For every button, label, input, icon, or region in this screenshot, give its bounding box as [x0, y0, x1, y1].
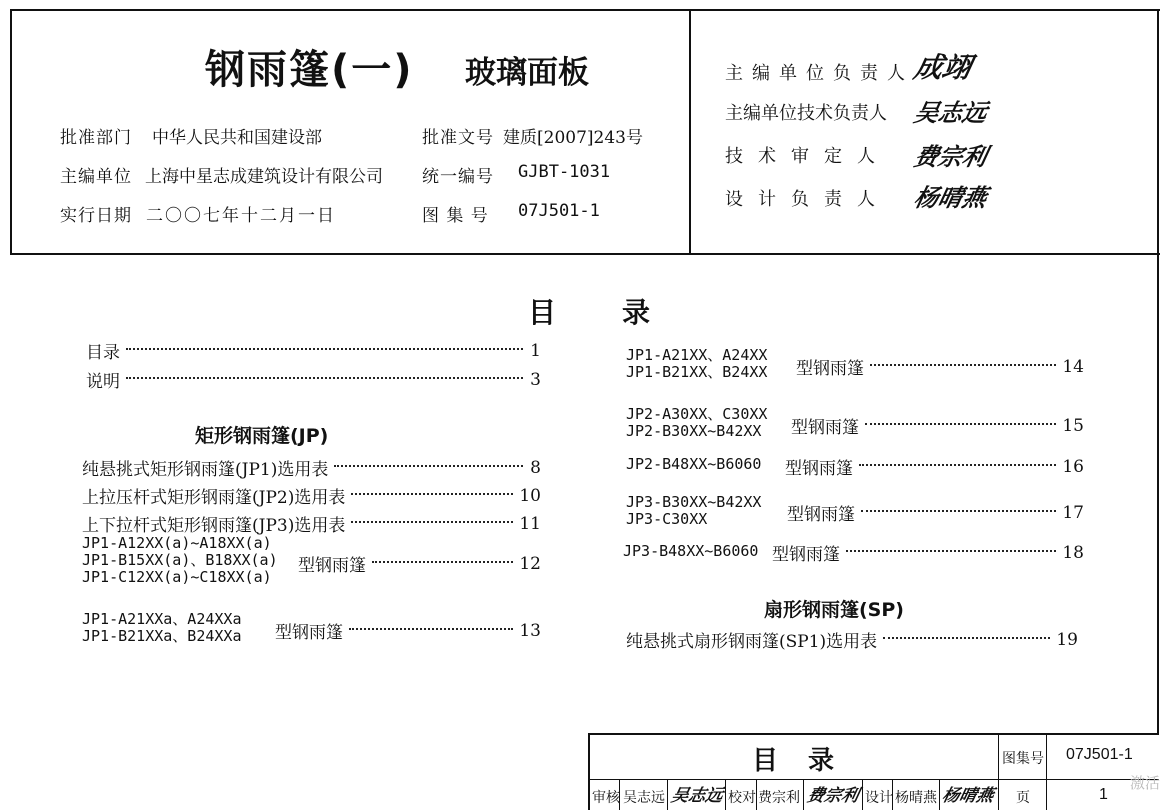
frame-left-line: [10, 9, 12, 254]
toc-entry-12-codes: [82, 535, 278, 586]
toc-entry-12[interactable]: [298, 551, 541, 576]
leader-dots: [351, 493, 513, 495]
check-signature: 费宗利: [805, 786, 861, 806]
approval-doc: 建质[2007]243号: [503, 128, 643, 148]
unified-no: GJBT-1031: [518, 162, 611, 182]
approval-dept-label: 批准部门: [60, 128, 132, 148]
responsible-role-3: 技术审定人: [725, 146, 890, 167]
toc-page: 1: [530, 340, 541, 361]
toc-entry-jp1-table[interactable]: [82, 455, 541, 480]
toc-label: 型钢雨篷: [772, 545, 840, 565]
model-code: JP1-A21XXa、A24XXa: [82, 610, 242, 628]
leader-dots: [861, 510, 1056, 512]
toc-label: 型钢雨篷: [785, 459, 853, 479]
toc-entry-16[interactable]: [785, 454, 1084, 479]
toc-entry-jp3-table[interactable]: [82, 511, 541, 536]
toc-page: 13: [519, 620, 541, 641]
toc-page: 10: [519, 485, 541, 506]
approval-doc-label: 批准文号: [422, 128, 494, 148]
toc-page: 3: [530, 369, 541, 390]
atlas-no-cell-label: 图集号: [1002, 751, 1044, 767]
leader-dots: [126, 348, 523, 350]
toc-entry-15-codes: [626, 406, 767, 440]
model-code: JP1-B15XX(a)、B18XX(a): [82, 551, 278, 569]
model-code: JP3-B30XX~B42XX: [626, 493, 762, 511]
responsible-role-4: 设计负责人: [725, 189, 890, 210]
responsible-role-1: 主编单位负责人: [725, 63, 914, 84]
toc-label: 型钢雨篷: [796, 359, 864, 379]
toc-entry-14[interactable]: [796, 354, 1084, 379]
title-block-divider-2: [1046, 733, 1047, 810]
toc-heading-right: 录: [622, 296, 651, 329]
toc-label: 型钢雨篷: [787, 505, 855, 525]
toc-label: 上拉压杆式矩形钢雨篷(JP2)选用表: [82, 488, 346, 508]
design-name: 杨晴燕: [895, 790, 937, 806]
tb-sep-2: [667, 779, 668, 810]
leader-dots: [859, 464, 1056, 466]
leader-dots: [349, 628, 513, 630]
toc-label: 上下拉杆式矩形钢雨篷(JP3)选用表: [82, 516, 346, 536]
title-block-divider-1: [998, 733, 999, 810]
toc-label: 目录: [86, 343, 120, 363]
leader-dots: [372, 561, 513, 563]
toc-label: 纯悬挑式矩形钢雨篷(JP1)选用表: [82, 460, 329, 480]
title-block-mid-line: [588, 779, 1159, 780]
unified-no-label: 统一编号: [422, 167, 494, 187]
leader-dots: [126, 377, 523, 379]
toc-label: 纯悬挑式扇形钢雨篷(SP1)选用表: [626, 632, 878, 652]
leader-dots: [870, 364, 1056, 366]
model-code: JP1-C12XX(a)~C18XX(a): [82, 568, 272, 586]
toc-entry-contents[interactable]: [86, 338, 541, 363]
tb-sep-6: [862, 779, 863, 810]
model-code: JP3-C30XX: [626, 510, 708, 528]
frame-top-line: [10, 9, 1160, 11]
toc-page: 12: [519, 553, 541, 574]
tb-sep-3: [725, 779, 726, 810]
tb-sep-5: [803, 779, 804, 810]
review-label: 审核: [592, 790, 620, 806]
signature-1: 成翊: [911, 51, 975, 84]
toc-entry-18-codes: [623, 543, 758, 560]
atlas-no-cell-value: 07J501-1: [1066, 746, 1133, 763]
review-name: 吴志远: [623, 790, 665, 806]
watermark-text: 激活: [1130, 774, 1161, 792]
title-block-left-line: [588, 733, 590, 810]
model-code: JP1-B21XX、B24XX: [626, 363, 768, 381]
editor-unit: 上海中星志成建筑设计有限公司: [145, 167, 383, 187]
leader-dots: [883, 637, 1050, 639]
toc-label: 型钢雨篷: [298, 556, 366, 576]
section-heading-sp: 扇形钢雨篷(SP): [764, 599, 904, 621]
title-block-title-right: 录: [808, 746, 835, 776]
model-code: JP2-B30XX~B42XX: [626, 422, 762, 440]
check-label: 校对: [728, 790, 756, 806]
toc-page: 18: [1062, 542, 1084, 563]
review-signature: 吴志远: [669, 786, 725, 806]
responsible-role-2: 主编单位技术负责人: [725, 103, 887, 124]
toc-page: 16: [1062, 456, 1084, 477]
toc-label: 型钢雨篷: [275, 623, 343, 643]
atlas-no-label: 图 集 号: [422, 206, 489, 226]
leader-dots: [865, 423, 1056, 425]
toc-entry-18[interactable]: [772, 540, 1084, 565]
toc-page: 19: [1056, 629, 1078, 650]
signature-3: 费宗利: [911, 142, 990, 171]
signature-2: 吴志远: [911, 98, 990, 127]
leader-dots: [334, 465, 523, 467]
approval-dept: 中华人民共和国建设部: [152, 128, 322, 148]
design-signature: 杨晴燕: [940, 786, 996, 806]
model-code: JP2-A30XX、C30XX: [626, 405, 768, 423]
atlas-title: 钢雨篷(一): [205, 47, 414, 93]
leader-dots: [351, 521, 513, 523]
toc-page: 11: [519, 513, 541, 534]
toc-entry-13[interactable]: [275, 618, 541, 643]
model-code: JP3-B48XX~B6060: [623, 542, 759, 560]
atlas-no: 07J501-1: [518, 201, 600, 221]
toc-entry-16-codes: [626, 456, 761, 473]
toc-entry-13-codes: [82, 611, 242, 645]
toc-entry-17-codes: [626, 494, 761, 528]
page-value: 1: [1099, 786, 1108, 803]
toc-entry-17[interactable]: [787, 500, 1084, 525]
model-code: JP1-A21XX、A24XX: [626, 346, 768, 364]
section-heading-jp: 矩形钢雨篷(JP): [195, 425, 329, 447]
effective-date: 二〇〇七年十二月一日: [146, 206, 336, 226]
toc-page: 17: [1062, 502, 1084, 523]
frame-right-lower-line: [1157, 253, 1159, 733]
atlas-subtitle: 玻璃面板: [465, 55, 589, 91]
frame-right-line: [1157, 9, 1159, 254]
editor-unit-label: 主编单位: [60, 167, 132, 187]
model-code: JP1-B21XXa、B24XXa: [82, 627, 242, 645]
toc-entry-sp1-table[interactable]: [626, 627, 1078, 652]
toc-label: 说明: [86, 372, 120, 392]
title-block-top-line: [588, 733, 1159, 735]
page-label: 页: [1016, 790, 1030, 806]
effective-date-label: 实行日期: [60, 206, 132, 226]
toc-heading-left: 目: [528, 296, 557, 329]
leader-dots: [846, 550, 1056, 552]
toc-entry-notes[interactable]: [86, 367, 541, 392]
header-bottom-line: [10, 253, 1160, 255]
check-name: 费宗利: [758, 790, 800, 806]
signature-4: 杨晴燕: [911, 183, 990, 212]
model-code: JP2-B48XX~B6060: [626, 455, 762, 473]
toc-page: 15: [1062, 415, 1084, 436]
toc-entry-14-codes: [626, 347, 767, 381]
toc-page: 8: [530, 457, 541, 478]
toc-entry-jp2-table[interactable]: [82, 483, 541, 508]
model-code: JP1-A12XX(a)~A18XX(a): [82, 534, 272, 552]
toc-page: 14: [1062, 356, 1084, 377]
title-block-title-left: 目: [752, 746, 779, 776]
design-label: 设计: [865, 790, 893, 806]
toc-entry-15[interactable]: [791, 413, 1084, 438]
tb-sep-4: [756, 779, 757, 810]
toc-label: 型钢雨篷: [791, 418, 859, 438]
header-divider-line: [689, 9, 691, 254]
